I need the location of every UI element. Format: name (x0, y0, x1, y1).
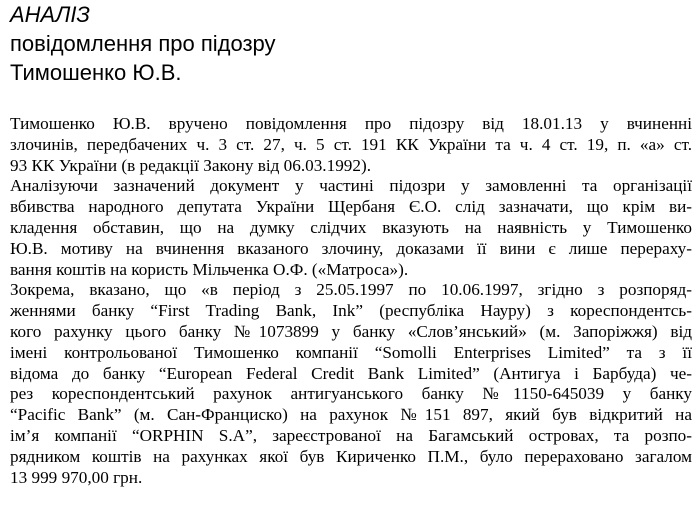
body-line: злочинів, передбачених ч. 3 ст. 27, ч. 5 ст. 191 КК України та ч. 4 ст. 19, п. «а» ст. (10, 134, 692, 154)
body-line: Ю.В. мотиву на вчинення вказаного злочину, доказами її вини є лише перераху- (10, 238, 692, 258)
body-line: Тимошенко Ю.В. вручено повідомлення про підозру від 18.01.13 у вчиненні (10, 114, 692, 133)
heading-subtitle: повідомлення про підозру (10, 31, 276, 56)
body-line: відома до банку “European Federal Credit Bank Limited” (Антигуа і Барбуда) че- (10, 363, 692, 383)
body-line: кладення обставин, що на думку слідчих вказують на наявність у Тимошенко (10, 217, 692, 237)
heading-person-name: Тимошенко Ю.В. (10, 60, 182, 85)
body-line: рез кореспондентський рахунок антигуанського банку №1150-645039 у банку (10, 384, 692, 404)
heading-title: АНАЛІЗ (10, 2, 90, 27)
body-line: вання коштів на користь Мільченка О.Ф. («Матроса»). (10, 259, 409, 279)
document-heading (10, 0, 276, 87)
body-line: женнями банку “First Trading Bank, Ink” (республіка Науру) з кореспондентсь- (10, 301, 692, 321)
body-line: кого рахунку цього банку №1073899 у банку «Слов’янський» (м. Запоріжжя) від (10, 321, 692, 341)
body-line: імені контрольованої Тимошенко компанії “Somolli Enterprises Limited” та з її (10, 342, 692, 362)
body-line: Аналізуючи зазначений документ у частині підозри у замовленні та організації (10, 176, 692, 196)
body-line: 93 КК України (в редакції Закону від 06.03.1992). (10, 155, 372, 175)
body-line: 13 999 970,00 грн. (10, 467, 143, 487)
body-line: вбивства народного депутата України Щербаня Є.О. слід зазначати, що крім ви- (10, 197, 692, 217)
body-line: ім’я компанії “ORPHIN S.A”, зареєстрованої на Багамський островах, та розпо- (10, 425, 692, 445)
document-body (10, 114, 692, 488)
body-line: “Pacific Bank” (м. Сан-Франциско) на рахунок №151 897, який був відкритий на (10, 405, 692, 425)
body-line: рядником коштів на рахунках якої був Кириченко П.М., було перераховано загалом (10, 446, 692, 466)
body-line: Зокрема, вказано, що «в період з 25.05.1997 по 10.06.1997, згідно з розпоряд- (10, 280, 692, 300)
